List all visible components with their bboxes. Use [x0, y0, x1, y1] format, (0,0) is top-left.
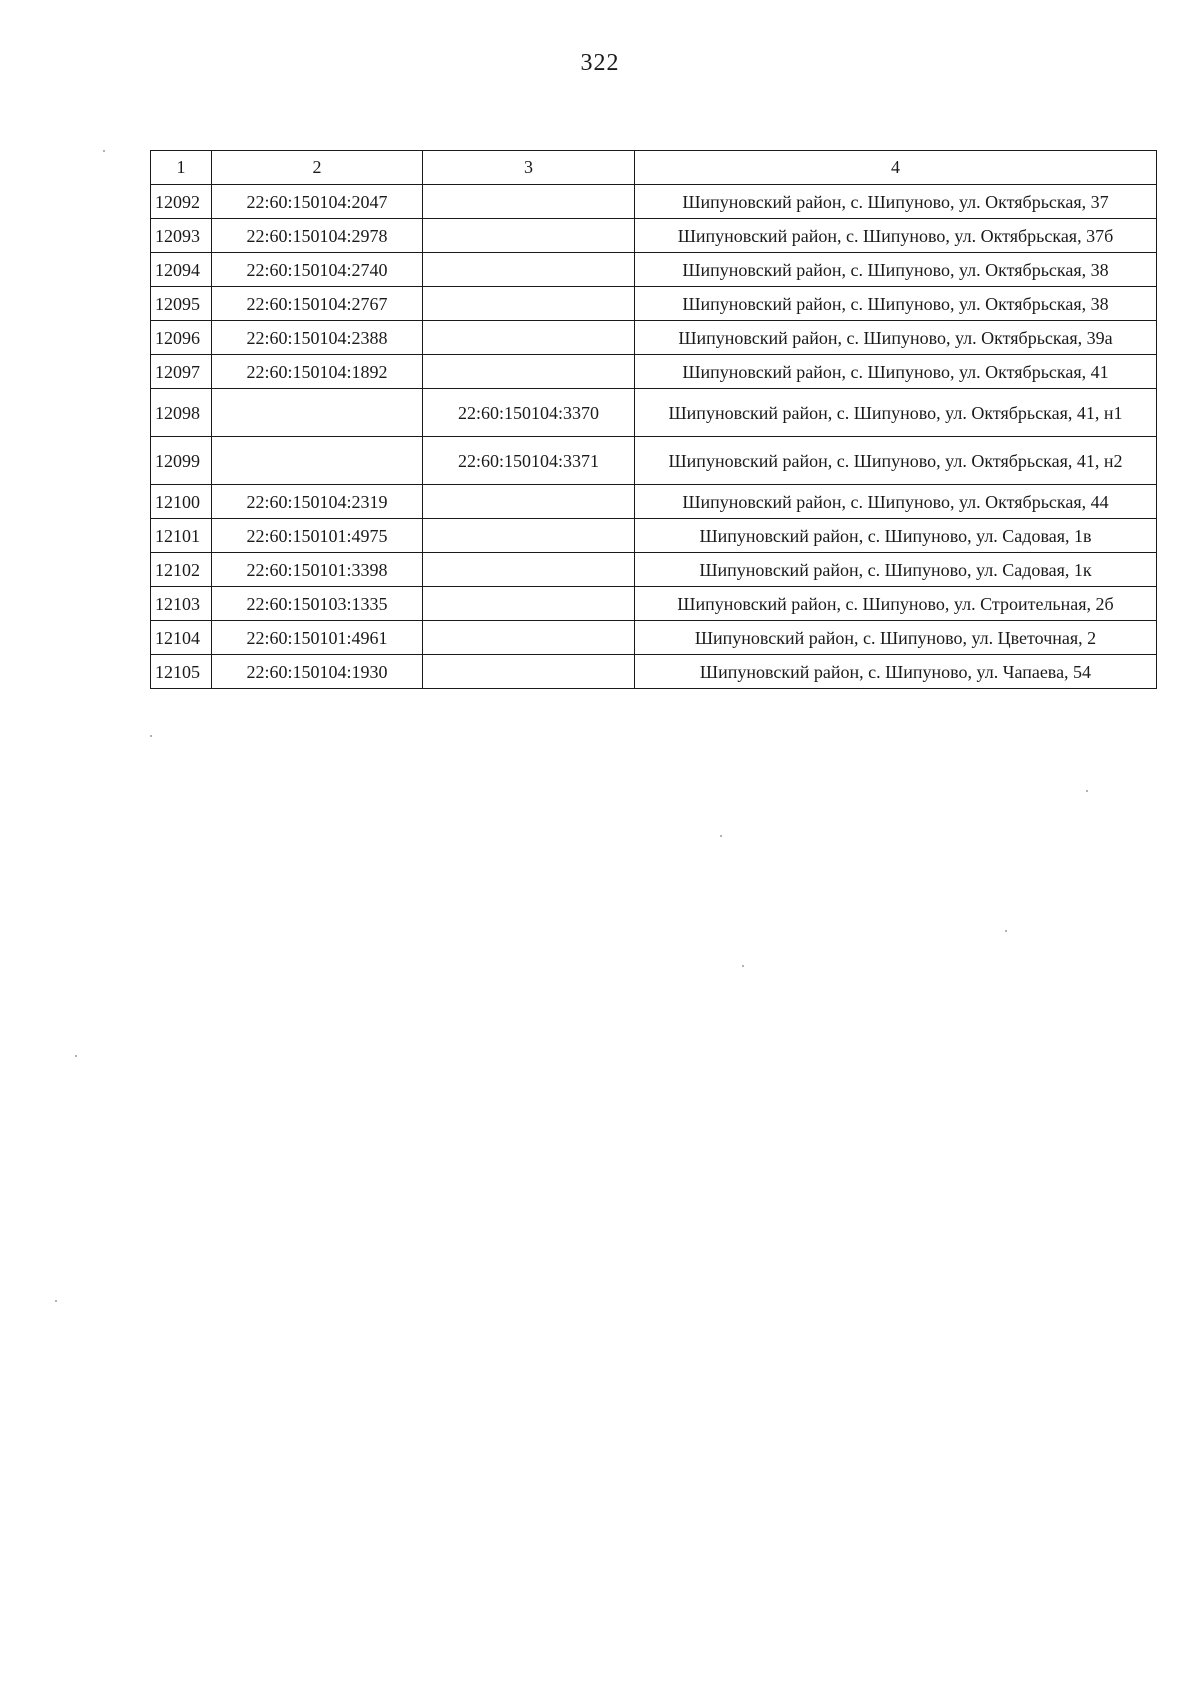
row-number: 12094: [151, 253, 212, 287]
address: Шипуновский район, с. Шипуново, ул. Октябрьская, 38: [635, 253, 1157, 287]
cadastral-object: [423, 287, 635, 321]
address: Шипуновский район, с. Шипуново, ул. Чапаева, 54: [635, 655, 1157, 689]
cadastral-object: [423, 519, 635, 553]
cadastral-parcel: 22:60:150104:2978: [212, 219, 423, 253]
table-header: [151, 151, 1157, 185]
cadastral-object: [423, 485, 635, 519]
row-number: 12103: [151, 587, 212, 621]
cadastral-parcel: 22:60:150104:2388: [212, 321, 423, 355]
row-number: 12092: [151, 185, 212, 219]
cadastral-object: [423, 655, 635, 689]
address: Шипуновский район, с. Шипуново, ул. Октябрьская, 41: [635, 355, 1157, 389]
table-row: [151, 185, 1157, 219]
cadastral-object: [423, 355, 635, 389]
scan-speck: [720, 835, 722, 837]
address: Шипуновский район, с. Шипуново, ул. Октябрьская, 37: [635, 185, 1157, 219]
row-number: 12093: [151, 219, 212, 253]
row-number: 12105: [151, 655, 212, 689]
cadastral-parcel: [212, 389, 423, 437]
row-number: 12102: [151, 553, 212, 587]
table-row: [151, 253, 1157, 287]
table-row: [151, 219, 1157, 253]
cadastral-parcel: 22:60:150104:2319: [212, 485, 423, 519]
cadastral-parcel: 22:60:150104:2047: [212, 185, 423, 219]
cadastral-parcel: 22:60:150104:1892: [212, 355, 423, 389]
address: Шипуновский район, с. Шипуново, ул. Садовая, 1к: [635, 553, 1157, 587]
scan-speck: [150, 735, 152, 737]
cadastral-object: [423, 219, 635, 253]
cadastral-object: 22:60:150104:3370: [423, 389, 635, 437]
cadastral-object: [423, 621, 635, 655]
cadastral-parcel: 22:60:150101:4975: [212, 519, 423, 553]
cadastral-object: [423, 553, 635, 587]
cadastral-object: 22:60:150104:3371: [423, 437, 635, 485]
table-row: [151, 519, 1157, 553]
row-number: 12101: [151, 519, 212, 553]
cadastral-object: [423, 321, 635, 355]
row-number: 12099: [151, 437, 212, 485]
registry-table: [150, 150, 1157, 689]
scan-speck: [55, 1300, 57, 1302]
address: Шипуновский район, с. Шипуново, ул. Октябрьская, 41, н1: [635, 389, 1157, 437]
table-row: [151, 321, 1157, 355]
row-number: 12104: [151, 621, 212, 655]
cadastral-parcel: 22:60:150101:4961: [212, 621, 423, 655]
row-number: 12098: [151, 389, 212, 437]
scan-speck: [75, 1055, 77, 1057]
table-row: [151, 485, 1157, 519]
header-col-4: 4: [635, 151, 1157, 185]
cadastral-parcel: 22:60:150101:3398: [212, 553, 423, 587]
page-number: 322: [580, 50, 620, 76]
table-row: [151, 437, 1157, 485]
row-number: 12100: [151, 485, 212, 519]
address: Шипуновский район, с. Шипуново, ул. Цветочная, 2: [635, 621, 1157, 655]
table-row: [151, 355, 1157, 389]
table-row: [151, 587, 1157, 621]
scan-speck: [103, 150, 105, 152]
address: Шипуновский район, с. Шипуново, ул. Строительная, 2б: [635, 587, 1157, 621]
cadastral-parcel: 22:60:150104:1930: [212, 655, 423, 689]
row-number: 12097: [151, 355, 212, 389]
scan-speck: [1005, 930, 1007, 932]
scan-speck: [1086, 790, 1088, 792]
table-row: [151, 389, 1157, 437]
cadastral-parcel: 22:60:150104:2767: [212, 287, 423, 321]
address: Шипуновский район, с. Шипуново, ул. Октябрьская, 39а: [635, 321, 1157, 355]
cadastral-object: [423, 185, 635, 219]
cadastral-parcel: 22:60:150103:1335: [212, 587, 423, 621]
address: Шипуновский район, с. Шипуново, ул. Октябрьская, 37б: [635, 219, 1157, 253]
address: Шипуновский район, с. Шипуново, ул. Октябрьская, 38: [635, 287, 1157, 321]
header-col-2: 2: [212, 151, 423, 185]
cadastral-object: [423, 253, 635, 287]
address: Шипуновский район, с. Шипуново, ул. Октябрьская, 44: [635, 485, 1157, 519]
cadastral-object: [423, 587, 635, 621]
header-col-1: 1: [151, 151, 212, 185]
address: Шипуновский район, с. Шипуново, ул. Садовая, 1в: [635, 519, 1157, 553]
scan-speck: [742, 965, 744, 967]
header-row: [151, 151, 1157, 185]
header-col-3: 3: [423, 151, 635, 185]
row-number: 12096: [151, 321, 212, 355]
table-row: [151, 287, 1157, 321]
table-row: [151, 553, 1157, 587]
address: Шипуновский район, с. Шипуново, ул. Октябрьская, 41, н2: [635, 437, 1157, 485]
row-number: 12095: [151, 287, 212, 321]
table-row: [151, 621, 1157, 655]
cadastral-parcel: 22:60:150104:2740: [212, 253, 423, 287]
table-body: [151, 185, 1157, 689]
cadastral-parcel: [212, 437, 423, 485]
table-row: [151, 655, 1157, 689]
